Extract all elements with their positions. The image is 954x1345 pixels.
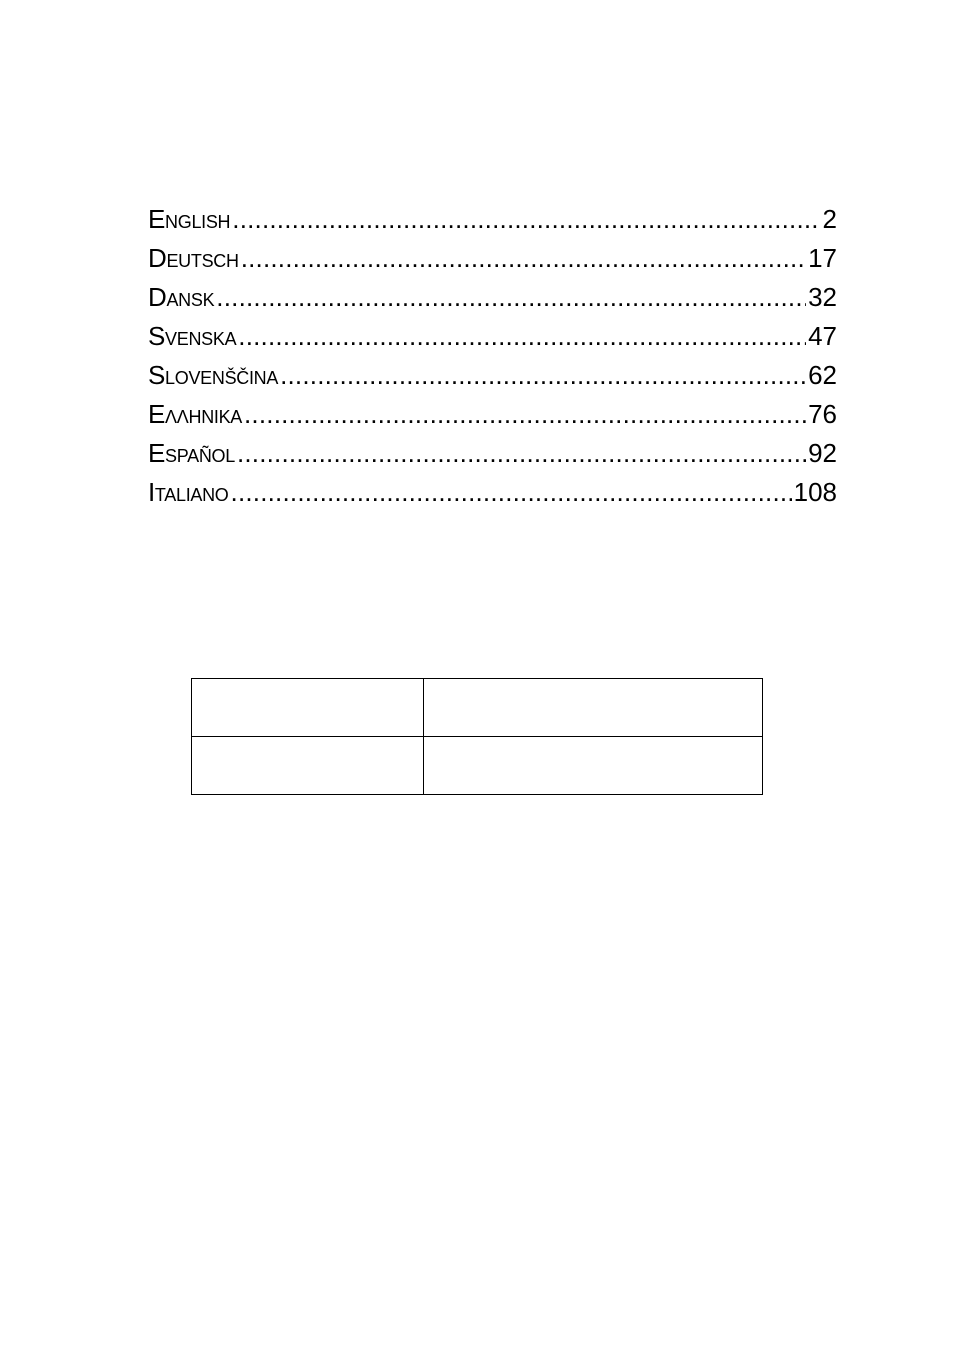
toc-entry-english[interactable] <box>148 200 837 239</box>
toc-entry-svenska[interactable] <box>148 317 837 356</box>
toc-entry-page: 17 <box>808 243 837 273</box>
toc-entry-title: Ελληνικα <box>148 399 242 429</box>
table-row <box>192 737 763 795</box>
toc-dot-leader <box>280 356 806 395</box>
toc-dot-leader <box>237 434 806 473</box>
table-of-contents <box>148 200 837 512</box>
toc-entry-ellinika[interactable] <box>148 395 837 434</box>
toc-dot-leader <box>231 473 792 512</box>
toc-entry-deutsch[interactable] <box>148 239 837 278</box>
toc-entry-slovenscina[interactable] <box>148 356 837 395</box>
toc-entry-page: 76 <box>808 399 837 429</box>
toc-dot-leader <box>232 200 820 239</box>
table-row <box>192 679 763 737</box>
table-cell <box>192 737 424 795</box>
toc-entry-espanol[interactable] <box>148 434 837 473</box>
toc-entry-title: Deutsch <box>148 243 239 273</box>
table-cell <box>192 679 424 737</box>
toc-entry-dansk[interactable] <box>148 278 837 317</box>
toc-dot-leader <box>238 317 806 356</box>
toc-entry-title: English <box>148 204 231 234</box>
toc-entry-title: Dansk <box>148 282 215 312</box>
toc-entry-page: 92 <box>808 438 837 468</box>
toc-entry-italiano[interactable] <box>148 473 837 512</box>
table-cell <box>424 737 763 795</box>
toc-dot-leader <box>216 278 806 317</box>
toc-entry-page: 47 <box>808 321 837 351</box>
toc-entry-title: Slovenščina <box>148 360 279 390</box>
toc-entry-page: 108 <box>793 477 837 507</box>
toc-dot-leader <box>244 395 806 434</box>
toc-entry-page: 32 <box>808 282 837 312</box>
toc-entry-page: 62 <box>808 360 837 390</box>
toc-entry-title: Svenska <box>148 321 237 351</box>
toc-entry-page: 2 <box>822 204 837 234</box>
toc-entry-title: Italiano <box>148 477 229 507</box>
table-cell <box>424 679 763 737</box>
toc-dot-leader <box>241 239 806 278</box>
toc-entry-title: Español <box>148 438 235 468</box>
blank-table <box>191 678 763 795</box>
